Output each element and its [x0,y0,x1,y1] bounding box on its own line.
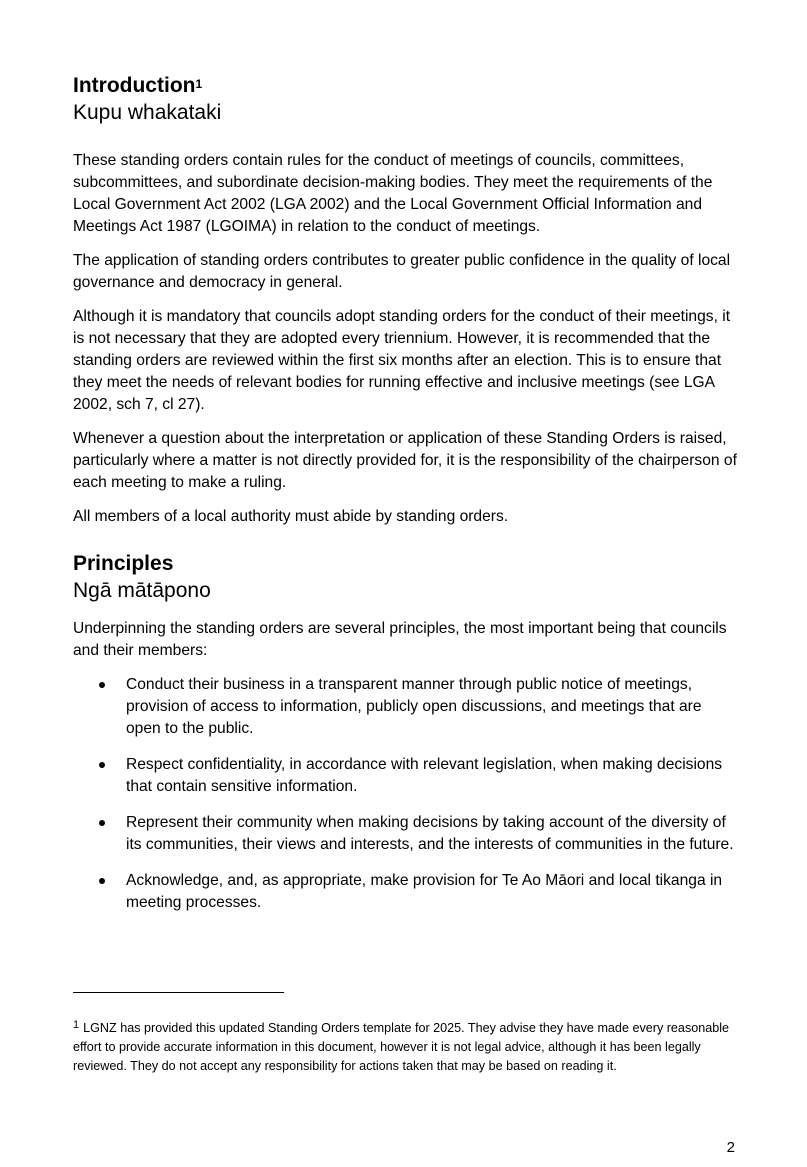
principles-subheading: Ngā mātāpono [73,579,211,602]
intro-paragraph-1: These standing orders contain rules for the conduct of meetings of councils, committees, subcommittees, and subordinate decision-making bodies. They meet the requirements of the Local Government Act 2002 (LGA 2002) and the Local Government Official Information and Meetings Act 1987 (LGOIMA) in relation to the conduct of meetings. [73,152,713,235]
principles-intro: Underpinning the standing orders are several principles, the most important being that councils and their members: [73,620,727,659]
page-number: 2 [726,1139,735,1156]
principles-section [73,552,737,914]
introduction-heading [73,74,737,98]
principle-text: Represent their community when making decisions by taking account of the diversity of its communities, their views and interests, and the interests of communities in the future. [126,814,734,853]
bullet-icon [99,682,105,688]
principle-item [73,754,737,798]
bullet-icon [99,762,105,768]
principle-text: Respect confidentiality, in accordance with relevant legislation, when making decisions that contain sensitive information. [126,756,723,795]
principle-text: Conduct their business in a transparent manner through public notice of meetings, provision of access to information, publicly open discussions, and meetings that are open to the public. [126,676,702,737]
page-content [73,74,737,928]
footnote-reference[interactable]: 1 [195,77,203,91]
introduction-heading-text: Introduction [73,74,196,97]
principle-item [73,870,737,914]
principles-list [73,674,737,914]
intro-paragraph-2: The application of standing orders contributes to greater public confidence in the quality of local governance and democracy in general. [73,252,731,291]
bullet-icon [99,878,105,884]
footnote-marker: 1 [73,1019,80,1031]
footnote-text: LGNZ has provided this updated Standing Orders template for 2025. They advise they have made every reasonable effort to provide accurate information in this document, however it is not legal advice, although it has been legally reviewed. They do not accept any responsibility for actions taken that may be based on reading it. [73,1021,730,1073]
principle-item [73,674,737,740]
footnote-separator [73,992,284,993]
principle-item [73,812,737,856]
intro-paragraph-5: All members of a local authority must abide by standing orders. [73,508,509,525]
introduction-subheading: Kupu whakataki [73,101,222,124]
bullet-icon [99,820,105,826]
intro-paragraph-3: Although it is mandatory that councils adopt standing orders for the conduct of their meetings, it is not necessary that they are adopted every triennium. However, it is recommended that the standing orders are reviewed within the first six months after an election. This is to ensure that they meet the needs of relevant bodies for running effective and inclusive meetings (see LGA 2002, sch 7, cl 27). [73,308,731,413]
footnote [73,1019,737,1076]
principles-heading: Principles [73,552,174,575]
principle-text: Acknowledge, and, as appropriate, make provision for Te Ao Māori and local tikanga in meeting processes. [126,872,723,911]
intro-paragraph-4: Whenever a question about the interpretation or application of these Standing Orders is raised, particularly where a matter is not directly provided for, it is the responsibility of the chairperson of each meeting to make a ruling. [73,430,737,491]
